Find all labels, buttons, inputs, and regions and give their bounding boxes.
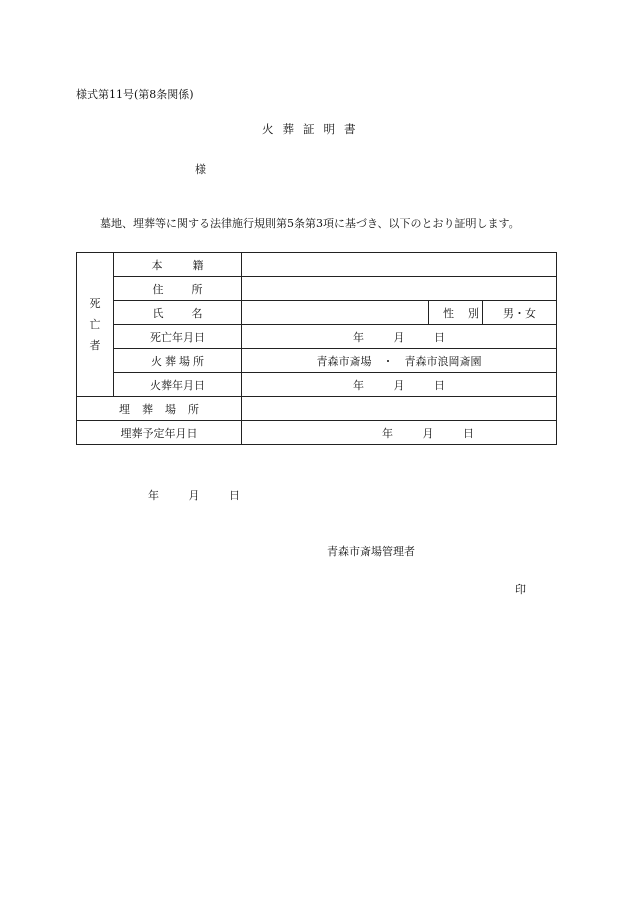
issue-month-unit: 月: [188, 489, 200, 502]
document-title: 火葬証明書: [262, 122, 365, 136]
jusho-field[interactable]: [242, 277, 557, 301]
form-number: 様式第11号(第8条関係): [76, 88, 194, 101]
day-unit: 日: [434, 330, 445, 344]
shibo-date-label: 死亡年月日: [114, 325, 242, 349]
honseki-label: 本籍: [114, 253, 242, 277]
year-unit: 年: [382, 426, 393, 440]
deceased-header-char: 死: [89, 297, 101, 310]
issuer-name: 青森市斎場管理者: [327, 545, 415, 558]
year-unit: 年: [353, 378, 364, 392]
month-unit: 月: [422, 426, 434, 440]
month-unit: 月: [393, 330, 405, 344]
issue-year-unit: 年: [148, 489, 159, 502]
row-maiso-place: [77, 397, 557, 421]
day-unit: 日: [463, 426, 474, 440]
kasoba-value: 青森市斎場 ・ 青森市浪岡斎園: [242, 349, 557, 373]
issue-date: [148, 487, 240, 503]
jusho-label: 住所: [114, 277, 242, 301]
seal-mark: 印: [515, 583, 526, 596]
month-unit: 月: [393, 378, 405, 392]
year-unit: 年: [353, 330, 364, 344]
seibetsu-value[interactable]: 男・女: [483, 301, 557, 325]
issue-day-unit: 日: [229, 489, 240, 502]
row-jusho: [77, 277, 557, 301]
row-honseki: [77, 253, 557, 277]
maiso-date-label: 埋葬予定年月日: [77, 421, 242, 445]
row-maiso-date: [77, 421, 557, 445]
deceased-header: [77, 253, 114, 397]
kaso-date-field[interactable]: [242, 373, 557, 397]
maiso-place-field[interactable]: [242, 397, 557, 421]
addressee-suffix: 様: [195, 163, 206, 176]
shimei-label: 氏名: [114, 301, 242, 325]
intro-text: 墓地、埋葬等に関する法律施行規則第5条第3項に基づき、以下のとおり証明します。: [100, 217, 520, 230]
maiso-date-field[interactable]: [242, 421, 557, 445]
row-kasoba: [77, 349, 557, 373]
row-shimei: [77, 301, 557, 325]
kasoba-label: 火葬場所: [114, 349, 242, 373]
day-unit: 日: [434, 378, 445, 392]
seibetsu-label: 性別: [429, 301, 483, 325]
certificate-table: [76, 252, 557, 445]
honseki-field[interactable]: [242, 253, 557, 277]
deceased-header-char: 亡: [89, 318, 101, 331]
shimei-field[interactable]: [242, 301, 429, 325]
kaso-date-label: 火葬年月日: [114, 373, 242, 397]
shibo-date-field[interactable]: [242, 325, 557, 349]
maiso-place-label: 埋葬場所: [77, 397, 242, 421]
deceased-header-char: 者: [89, 339, 101, 352]
row-shibo-date: [77, 325, 557, 349]
row-kaso-date: [77, 373, 557, 397]
